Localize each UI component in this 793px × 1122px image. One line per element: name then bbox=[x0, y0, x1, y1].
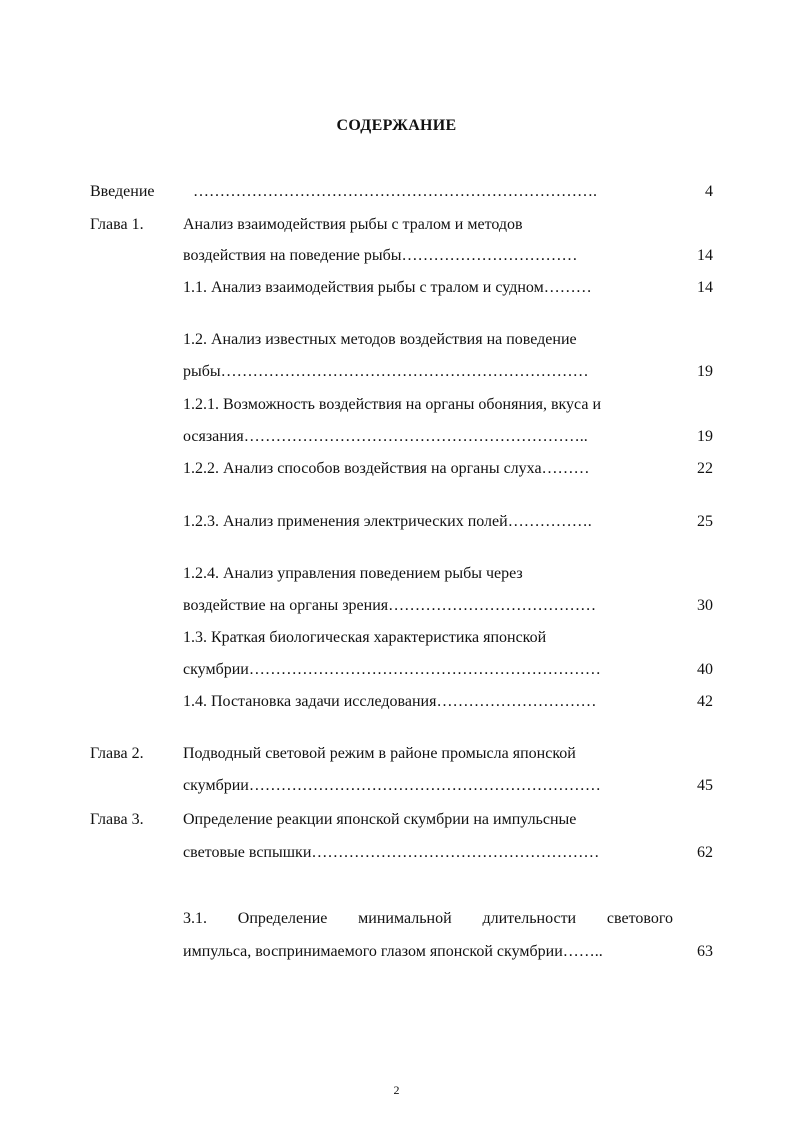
section-3-1-word: Определение bbox=[237, 910, 328, 927]
section-1-2-3-page: 25 bbox=[697, 513, 713, 530]
section-1-2-1-page: 19 bbox=[697, 428, 713, 445]
section-1-3-line2: скумбрии………………………………………………………… bbox=[183, 661, 601, 678]
chapter-1-label: Глава 1. bbox=[90, 216, 144, 233]
chapter-3-title-line2: световые вспышки……………………………………………… bbox=[183, 844, 600, 861]
chapter-1-title-line2: воздействия на поведение рыбы…………………………… bbox=[183, 247, 578, 264]
section-1-3-page: 40 bbox=[697, 661, 713, 678]
chapter-2-title-line1: Подводный световой режим в районе промысла японской bbox=[183, 745, 576, 762]
section-1-2-line2: рыбы…………………………………………………………… bbox=[183, 363, 589, 380]
section-1-2-1-line2: осязания……………………………………………………….. bbox=[183, 428, 588, 445]
section-1-1-page: 14 bbox=[697, 279, 713, 296]
chapter-2-label: Глава 2. bbox=[90, 745, 144, 762]
section-1-3-line1: 1.3. Краткая биологическая характеристика японской bbox=[183, 629, 547, 646]
section-1-2-4-page: 30 bbox=[697, 597, 713, 614]
intro-dots: …………………………………………………………………. bbox=[193, 183, 597, 200]
section-3-1-word: длительности bbox=[482, 910, 577, 927]
page-title: СОДЕРЖАНИЕ bbox=[336, 117, 457, 134]
section-1-2-line1: 1.2. Анализ известных методов воздействия на поведение bbox=[183, 331, 577, 348]
chapter-1-title-line1: Анализ взаимодействия рыбы с тралом и методов bbox=[183, 216, 523, 233]
section-1-2-3: 1.2.3. Анализ применения электрических полей……………. bbox=[183, 513, 592, 530]
section-1-2-2: 1.2.2. Анализ способов воздействия на органы слуха……… bbox=[183, 460, 590, 477]
chapter-2-page: 45 bbox=[697, 777, 713, 794]
intro-page: 4 bbox=[705, 183, 713, 200]
section-1-2-page: 19 bbox=[697, 363, 713, 380]
section-3-1-line1 bbox=[183, 909, 673, 929]
chapter-3-page: 62 bbox=[697, 844, 713, 861]
chapter-1-page: 14 bbox=[697, 247, 713, 264]
section-1-2-4-line2: воздействие на органы зрения………………………………… bbox=[183, 597, 597, 614]
section-1-4-page: 42 bbox=[697, 693, 713, 710]
chapter-3-label: Глава 3. bbox=[90, 811, 144, 828]
section-1-1: 1.1. Анализ взаимодействия рыбы с тралом и судном……… bbox=[183, 279, 592, 296]
section-1-2-2-page: 22 bbox=[697, 460, 713, 477]
section-1-2-1-line1: 1.2.1. Возможность воздействия на органы обоняния, вкуса и bbox=[183, 396, 601, 413]
section-1-2-4-line1: 1.2.4. Анализ управления поведением рыбы через bbox=[183, 565, 523, 582]
section-3-1-page: 63 bbox=[697, 943, 713, 960]
chapter-2-title-line2: скумбрии………………………………………………………… bbox=[183, 777, 601, 794]
intro-label: Введение bbox=[90, 183, 155, 200]
section-1-4: 1.4. Постановка задачи исследования………………………… bbox=[183, 693, 597, 710]
section-3-1-line2: импульса, воспринимаемого глазом японской скумбрии…….. bbox=[183, 943, 603, 960]
chapter-3-title-line1: Определение реакции японской скумбрии на импульсные bbox=[183, 811, 577, 828]
section-3-1-word: минимальной bbox=[358, 910, 452, 927]
section-3-1-word: светового bbox=[606, 910, 673, 927]
section-3-1-word: 3.1. bbox=[183, 910, 207, 927]
page-number: 2 bbox=[393, 1083, 400, 1097]
